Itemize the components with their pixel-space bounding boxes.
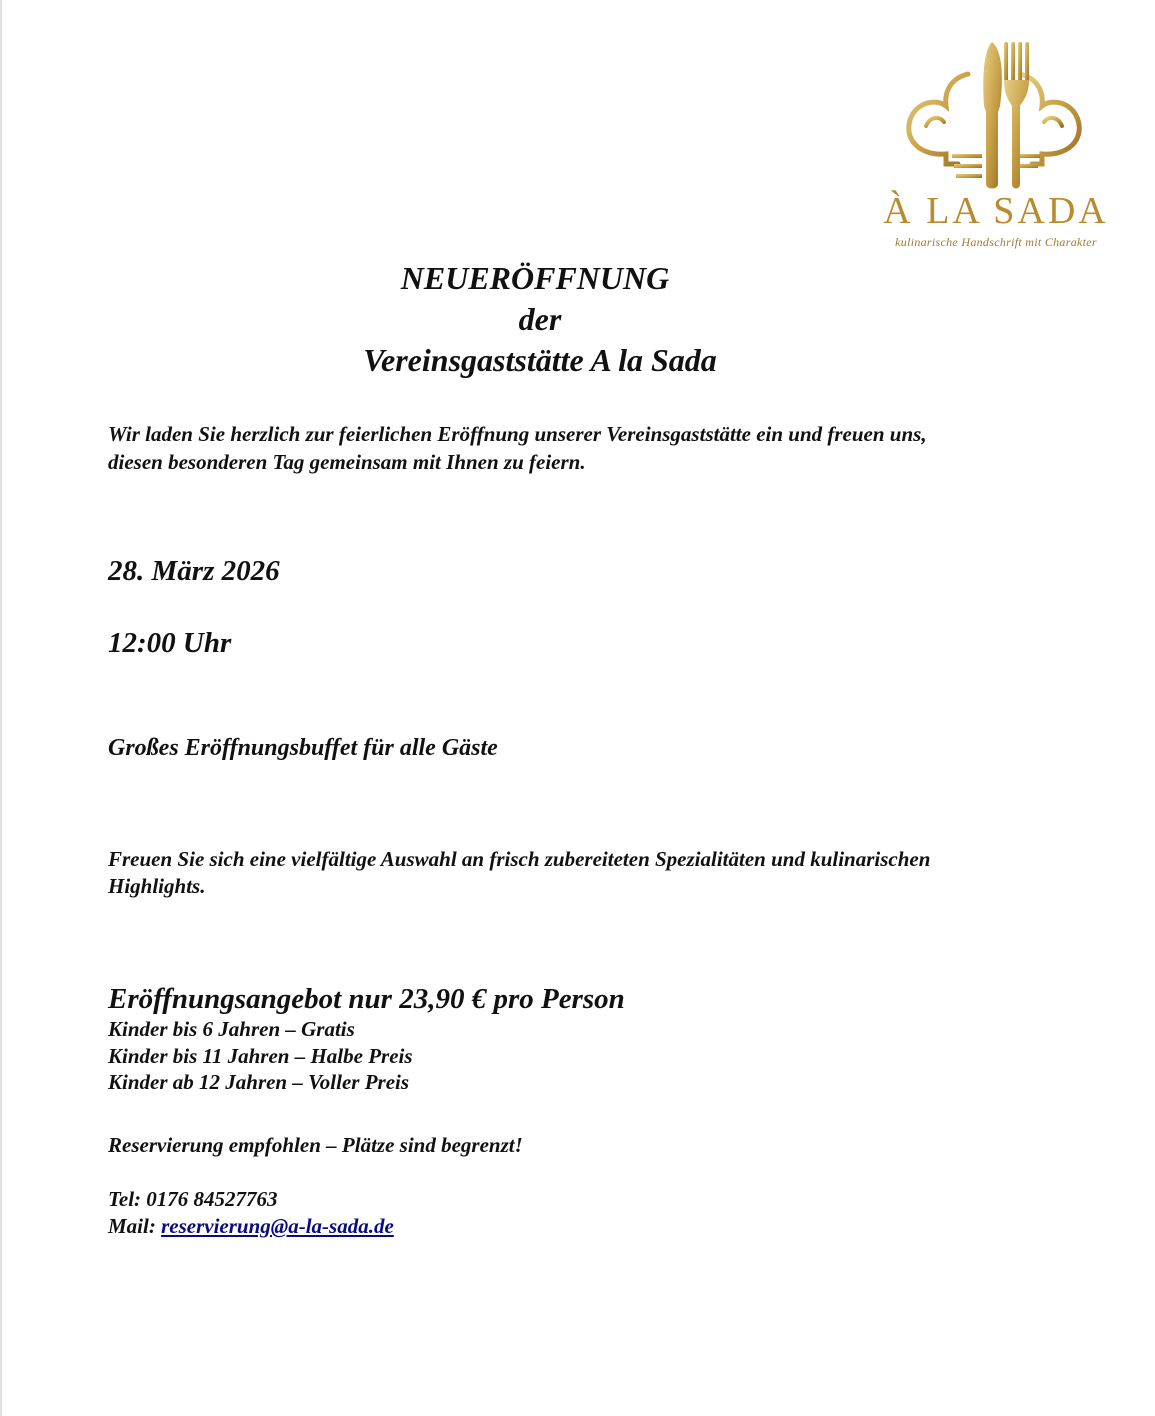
event-date: 28. März 2026 (108, 555, 280, 587)
title-line-2: der (518, 301, 562, 337)
buffet-desc-line-1: Freuen Sie sich eine vielfältige Auswahl an frisch zubereiteten Spezialitäten und kulinarischen (108, 847, 931, 871)
title-line-1: NEUERÖFFNUNG (400, 260, 670, 296)
price-item: Kinder bis 11 Jahren – Halbe Preis (108, 1043, 413, 1068)
intro-line-2: diesen besonderen Tag gemeinsam mit Ihnen zu feiern. (108, 450, 586, 474)
intro-paragraph (108, 420, 927, 476)
logo-tagline: kulinarische Handschrift mit Charakter (895, 235, 1097, 249)
intro-line-1: Wir laden Sie herzlich zur feierlichen Eröffnung unserer Vereinsgaststätte ein und freuen uns, (108, 422, 927, 446)
mail-label: Mail: (108, 1214, 162, 1238)
logo (880, 36, 1112, 256)
phone-number: Tel: 0176 84527763 (108, 1187, 278, 1211)
price-item: Kinder ab 12 Jahren – Voller Preis (108, 1070, 410, 1094)
buffet-desc-line-2: Highlights. (108, 874, 206, 898)
page-title (300, 258, 780, 381)
page-edge (0, 0, 2, 1416)
logo-name: À LA SADA (883, 190, 1109, 232)
event-time: 12:00 Uhr (108, 627, 232, 659)
offer-heading: Eröffnungsangebot nur 23,90 € pro Person (108, 983, 625, 1015)
price-item: Kinder bis 6 Jahren – Gratis (108, 1017, 355, 1041)
chef-hat-knife-fork-icon (880, 36, 1112, 192)
title-line-3: Vereinsgaststätte A la Sada (363, 342, 717, 378)
reservation-note: Reservierung empfohlen – Plätze sind begrenzt! (108, 1133, 523, 1157)
mail-link[interactable]: reservierung@a-la-sada.de (161, 1214, 394, 1238)
buffet-description (108, 846, 930, 900)
price-list (108, 1016, 413, 1096)
mail-line (108, 1213, 394, 1240)
contact-block (108, 1186, 394, 1240)
buffet-heading: Großes Eröffnungsbuffet für alle Gäste (108, 735, 498, 761)
